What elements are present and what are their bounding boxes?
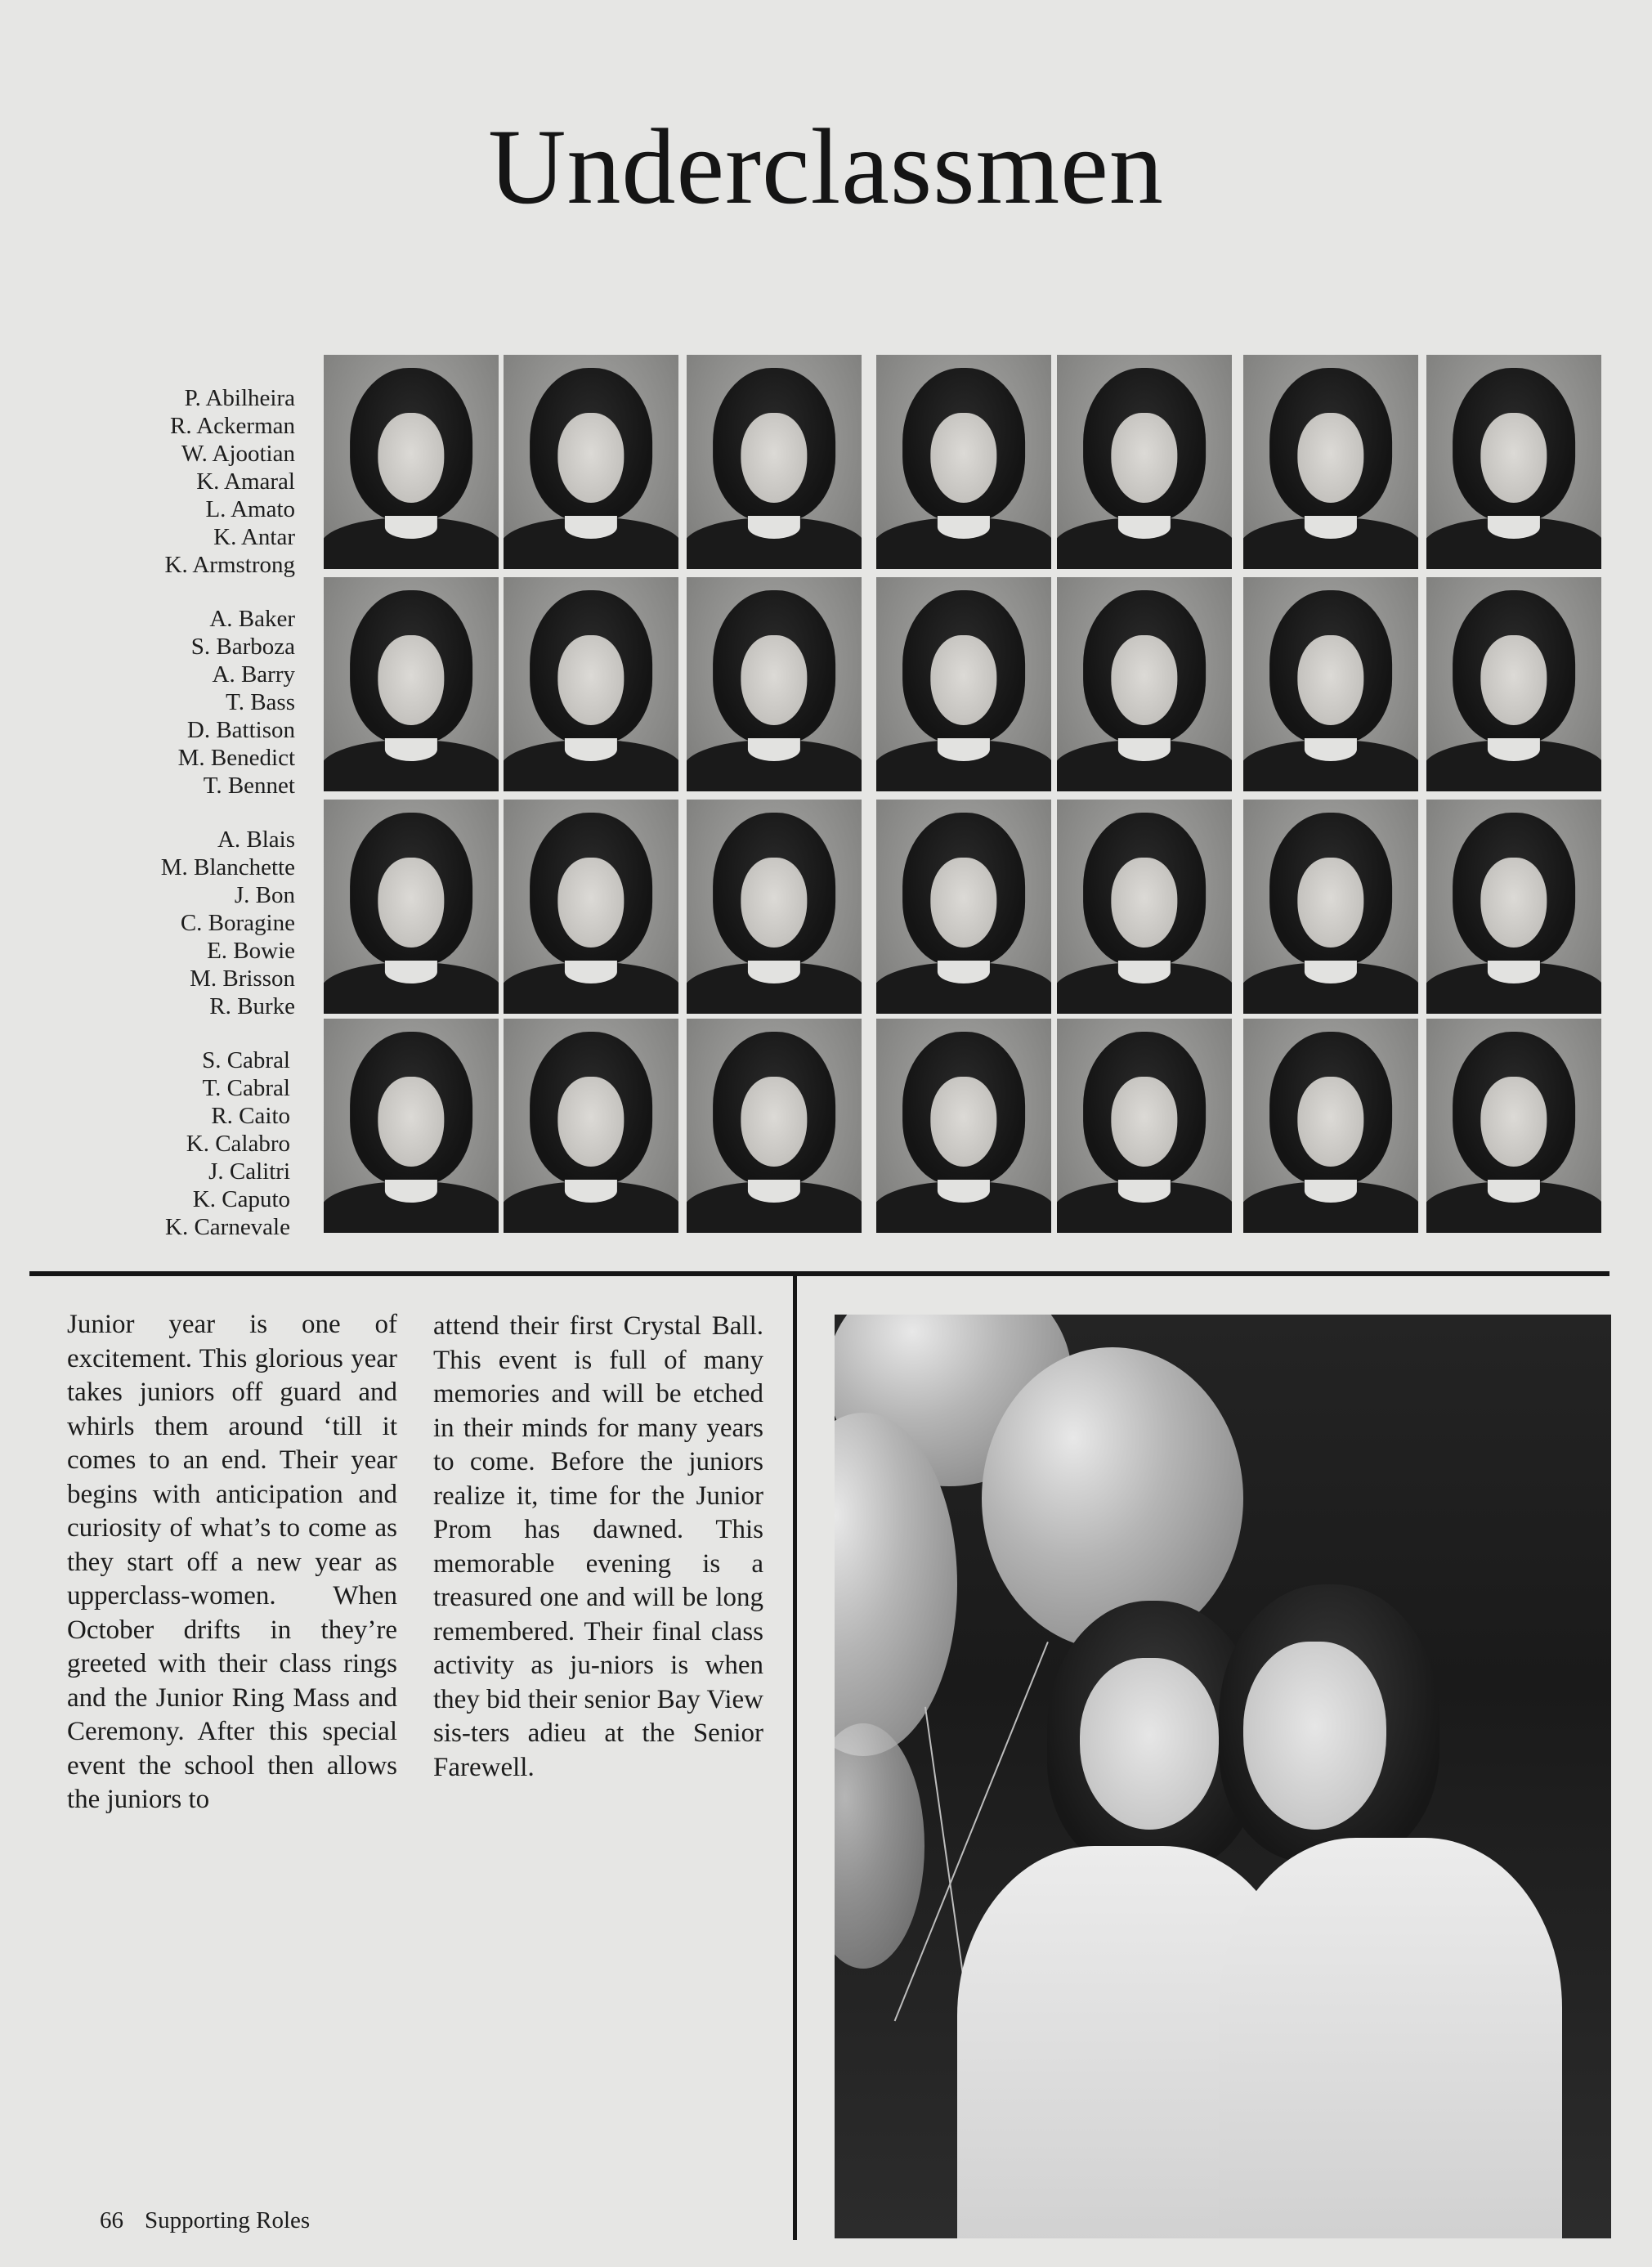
portrait-face (378, 635, 444, 725)
student-portrait (504, 355, 678, 569)
portrait-face (1111, 1077, 1177, 1167)
student-name: K. Armstrong (164, 552, 295, 578)
student-name: M. Brisson (190, 965, 295, 992)
balloon-shape (982, 1347, 1243, 1650)
prom-photo (835, 1315, 1611, 2238)
portrait-face (930, 858, 996, 948)
portrait-face (557, 635, 624, 725)
names-row-4 (165, 1046, 290, 1241)
portrait-face (1297, 858, 1363, 948)
portrait-face (1480, 413, 1547, 503)
student-portrait (324, 800, 499, 1014)
portrait-collar (938, 516, 990, 540)
portrait-face (557, 1077, 624, 1167)
portrait-collar (1488, 961, 1540, 984)
student-portrait (1243, 577, 1418, 791)
vertical-rule (793, 1275, 797, 2240)
student-portrait (324, 577, 499, 791)
portrait-collar (748, 961, 800, 984)
portrait-face (1111, 635, 1177, 725)
names-row-3 (161, 826, 295, 1020)
student-name: S. Cabral (202, 1047, 290, 1073)
student-name: K. Carnevale (165, 1214, 290, 1240)
student-portrait (1057, 800, 1232, 1014)
girl-left-face (1080, 1658, 1219, 1830)
portrait-face (741, 413, 807, 503)
portrait-face (1297, 1077, 1363, 1167)
student-portrait (687, 800, 862, 1014)
portrait-collar (748, 1180, 800, 1203)
student-name: K. Amaral (196, 468, 295, 495)
portrait-face (741, 635, 807, 725)
portrait-face (378, 1077, 444, 1167)
names-row-2 (178, 605, 295, 800)
page-footer (100, 2207, 331, 2234)
student-name: T. Cabral (202, 1075, 290, 1101)
portrait-face (930, 413, 996, 503)
student-portrait (1057, 1019, 1232, 1233)
student-name: R. Ackerman (169, 413, 295, 439)
student-name: A. Blais (217, 827, 295, 853)
portrait-collar (385, 738, 437, 762)
portrait-face (378, 858, 444, 948)
student-portrait (687, 355, 862, 569)
girl-right-face (1243, 1642, 1386, 1830)
portrait-collar (385, 516, 437, 540)
student-portrait (876, 1019, 1051, 1233)
student-name: J. Calitri (208, 1158, 290, 1185)
portrait-face (930, 635, 996, 725)
student-portrait (687, 1019, 862, 1233)
portrait-face (1297, 635, 1363, 725)
portrait-face (741, 858, 807, 948)
student-portrait (1057, 355, 1232, 569)
portrait-face (1480, 635, 1547, 725)
page-title: Underclassmen (488, 106, 1164, 226)
student-portrait (1243, 1019, 1418, 1233)
portrait-collar (385, 961, 437, 984)
portrait-face (1111, 413, 1177, 503)
student-name: T. Bass (226, 689, 295, 715)
student-portrait (504, 800, 678, 1014)
portrait-face (741, 1077, 807, 1167)
portrait-collar (1118, 516, 1171, 540)
student-name: J. Bon (234, 882, 295, 908)
balloon-shape (835, 1723, 924, 1969)
student-portrait (1426, 577, 1601, 791)
girl-right-dress (1219, 1838, 1562, 2238)
portrait-face (1297, 413, 1363, 503)
student-name: T. Bennet (203, 773, 295, 799)
portrait-collar (1305, 516, 1357, 540)
student-name: K. Antar (213, 524, 295, 550)
portrait-face (1111, 858, 1177, 948)
section-name: Supporting Roles (145, 2207, 311, 2233)
portrait-collar (1488, 738, 1540, 762)
portrait-collar (565, 1180, 617, 1203)
portrait-collar (385, 1180, 437, 1203)
portrait-collar (938, 961, 990, 984)
student-portrait (504, 577, 678, 791)
student-name: P. Abilheira (184, 385, 295, 411)
student-name: C. Boragine (180, 910, 295, 936)
student-name: W. Ajootian (181, 441, 295, 467)
student-name: R. Burke (209, 993, 295, 1019)
portrait-collar (1118, 738, 1171, 762)
article-column-2: attend their first Crystal Ball. This event is full of many memories and will be etched in their minds for many years to come. Before the juniors realize it, time for the Junior Prom has dawned. This memorable evening is a treasured one and will be long remembered. Their final class activity as ju-niors is when they bid their senior Bay View sis-ters adieu at the Senior Farewell. (433, 1311, 763, 1782)
student-portrait (876, 800, 1051, 1014)
student-portrait (324, 1019, 499, 1233)
portrait-collar (1305, 738, 1357, 762)
student-portrait (1426, 800, 1601, 1014)
portrait-face (557, 858, 624, 948)
portrait-collar (1118, 961, 1171, 984)
student-name: L. Amato (205, 496, 295, 522)
portrait-face (378, 413, 444, 503)
portrait-collar (1118, 1180, 1171, 1203)
portrait-collar (565, 738, 617, 762)
portrait-collar (938, 738, 990, 762)
page-number: 66 (100, 2207, 123, 2233)
student-name: K. Calabro (186, 1131, 290, 1157)
student-portrait (324, 355, 499, 569)
portrait-face (557, 413, 624, 503)
portrait-collar (1488, 1180, 1540, 1203)
portrait-collar (565, 516, 617, 540)
student-portrait (876, 577, 1051, 791)
student-portrait (1426, 355, 1601, 569)
portrait-collar (1488, 516, 1540, 540)
portrait-collar (1305, 961, 1357, 984)
portrait-face (1480, 858, 1547, 948)
portrait-collar (938, 1180, 990, 1203)
student-name: A. Barry (212, 661, 295, 688)
student-name: M. Blanchette (160, 854, 295, 880)
student-name: K. Caputo (192, 1186, 290, 1212)
portrait-face (930, 1077, 996, 1167)
names-row-1 (165, 384, 296, 579)
student-portrait (1426, 1019, 1601, 1233)
student-name: S. Barboza (190, 634, 295, 660)
article-column-1: Junior year is one of excitement. This glorious year takes juniors off guard and whirls them around ‘till it comes to an end. Their year begins with anticipation and curiosity of what’s to come as they start off a new year as upperclass-women. When October drifts in they’re greeted with their class rings and the Junior Ring Mass and Ceremony. After this special event the school then allows the juniors to (67, 1310, 397, 1814)
portrait-face (1480, 1077, 1547, 1167)
portrait-collar (565, 961, 617, 984)
horizontal-rule (29, 1271, 1609, 1276)
portrait-collar (748, 516, 800, 540)
student-portrait (1243, 800, 1418, 1014)
student-name: R. Caito (211, 1103, 290, 1129)
student-portrait (1057, 577, 1232, 791)
student-portrait (687, 577, 862, 791)
student-name: E. Bowie (207, 938, 295, 964)
portrait-collar (1305, 1180, 1357, 1203)
student-portrait (504, 1019, 678, 1233)
portrait-collar (748, 738, 800, 762)
student-name: D. Battison (186, 717, 295, 743)
student-name: A. Baker (209, 606, 295, 632)
student-portrait (876, 355, 1051, 569)
student-name: M. Benedict (177, 745, 295, 771)
student-portrait (1243, 355, 1418, 569)
